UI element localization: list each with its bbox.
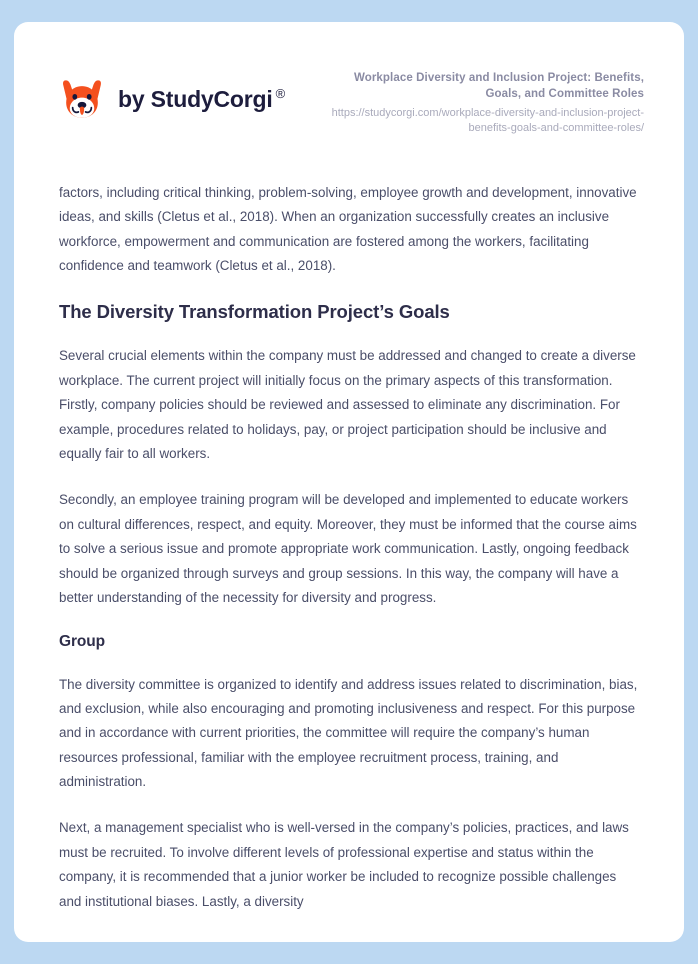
body-paragraph: Several crucial elements within the company must be addressed and changed to create a diverse workplace. The current project will initially focus on the primary aspects of this transformation. Firstly, company policies should be reviewed and assessed to eliminate any discrimination. For example, procedures related to holidays, pay, or project participation should be inclusive and equally fair to all workers. <box>59 348 636 462</box>
document-body <box>14 181 684 914</box>
header-meta <box>319 66 644 137</box>
corgi-face-icon <box>59 76 105 122</box>
body-paragraph: factors, including critical thinking, problem-solving, employee growth and development, innovative ideas, and skills (Cletus et al., 2018). When an organization successfully creates an inclusive workforce, empowerment and communication are fostered among the workers, facilitating confidence and teamwork (Cletus et al., 2018). <box>59 184 637 274</box>
body-paragraph: Next, a management specialist who is well-versed in the company’s policies, practices, and laws must be recruited. To involve different levels of professional expertise and status within the company, it is recommended that a junior worker be included to recognize possible challenges and institutional biases. Lastly, a diversity <box>59 820 629 909</box>
brand-logo[interactable] <box>59 66 285 122</box>
section-heading: The Diversity Transformation Project’s Goals <box>59 301 450 323</box>
body-paragraph: Secondly, an employee training program will be developed and implemented to educate workers on cultural differences, respect, and equity. Moreover, they must be informed that the course aims to solve a serious issue and promote appropriate work communication. Lastly, ongoing feedback should be organized through surveys and group sessions. In this way, the company will have a better understanding of the necessity for diversity and progress. <box>59 492 637 605</box>
brand-wordmark <box>118 85 285 112</box>
document-page-card <box>14 22 684 942</box>
document-header <box>14 22 684 137</box>
brand-wordmark-text: by StudyCorgi <box>118 85 273 112</box>
body-paragraph: The diversity committee is organized to identify and address issues related to discrimination, bias, and exclusion, while also encouraging and promoting inclusiveness and respect. For this purpose and in accordance with current priorities, the committee will require the company’s human resources professional, familiar with the employee recruitment process, training, and administration. <box>59 676 638 790</box>
document-source-url[interactable]: https://studycorgi.com/workplace-diversity-and-inclusion-project-benefits-goals-and-committee-roles/ <box>331 106 644 135</box>
document-title: Workplace Diversity and Inclusion Project: Benefits, Goals, and Committee Roles <box>353 72 644 101</box>
subsection-heading: Group <box>59 633 105 651</box>
registered-trademark-icon: ® <box>275 85 285 101</box>
